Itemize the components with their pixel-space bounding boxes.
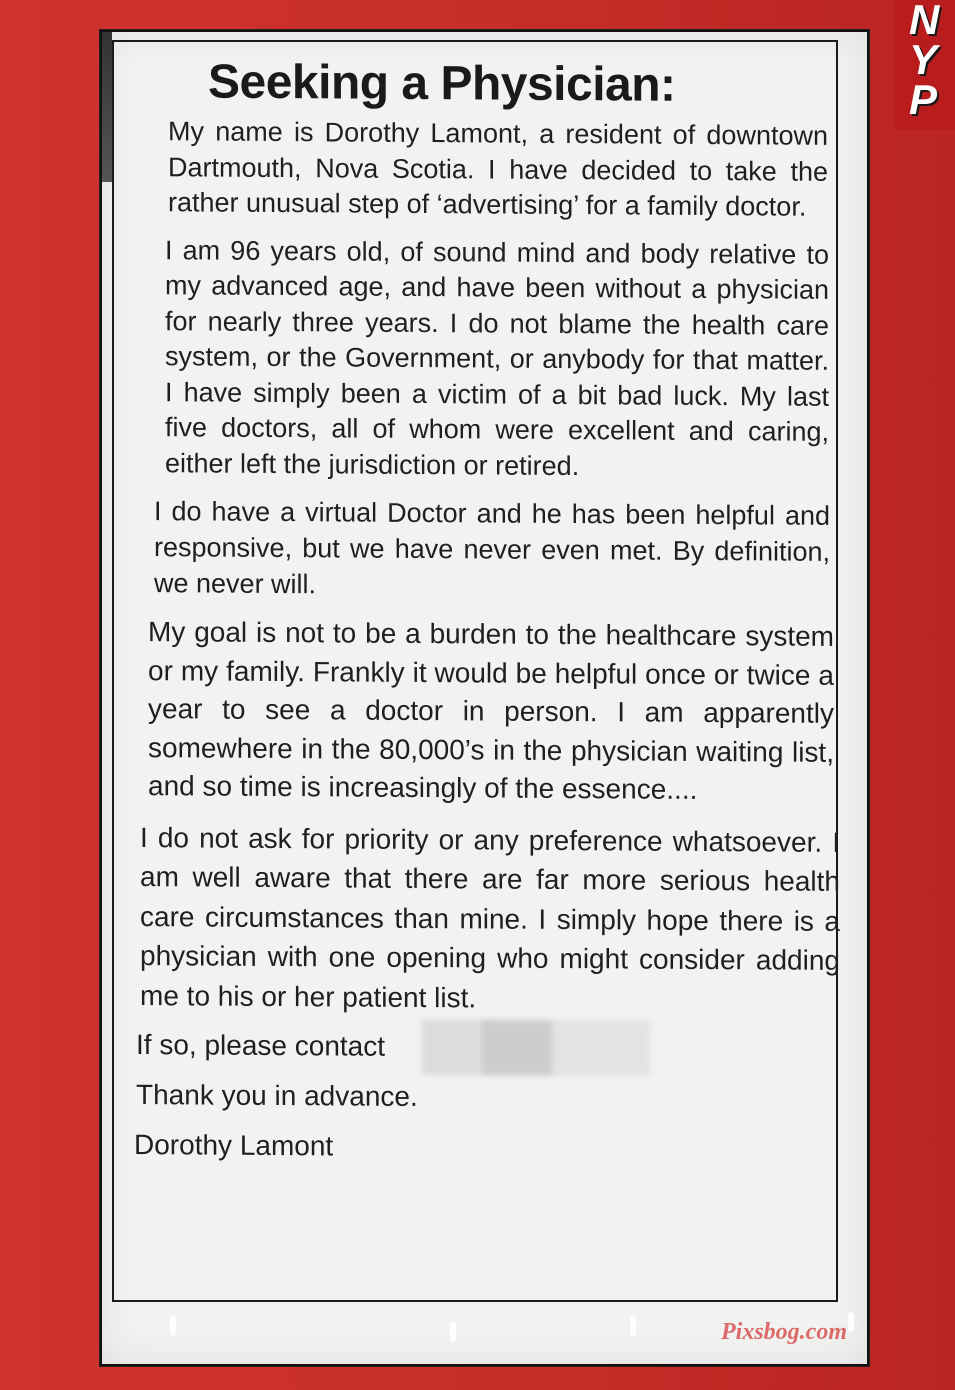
watermark: Pixsbog.com <box>721 1319 847 1345</box>
redacted-contact <box>422 1019 650 1077</box>
newspaper-logo <box>895 0 955 130</box>
clipping-shadow <box>102 32 112 182</box>
ad-title: Seeking a Physician: <box>208 55 676 112</box>
staple-mark <box>848 1312 854 1332</box>
paragraph-request: I do not ask for priority or any preference whatsoever. I am well aware that there are far more serious health care circumstances than mine. I simply hope there is a physician with one opening who might consider adding me to his or her patient list. <box>140 821 840 1013</box>
ad-content <box>134 42 840 1303</box>
paragraph-virtual-doctor: I do have a virtual Doctor and he has been helpful and responsive, but we have never even met. By definition, we never will. <box>154 496 830 600</box>
contact-line <box>136 1025 816 1072</box>
contact-label: If so, please contact <box>136 1029 386 1062</box>
newspaper-clipping <box>100 30 869 1366</box>
thanks-line: Thank you in advance. <box>136 1079 418 1112</box>
staple-mark <box>450 1322 456 1342</box>
paragraph-age: I am 96 years old, of sound mind and body relative to my advanced age, and have been without a physician for nearly three years. I do not blame the health care system, or the Government, or anybody for that matter. I have simply been a victim of a bit bad luck. My last five doctors, all of whom were excellent and caring, either left the jurisdiction or retired. <box>165 234 829 481</box>
paragraph-intro: My name is Dorothy Lamont, a resident of downtown Dartmouth, Nova Scotia. I have decided to take the rather unusual step of ‘advertising’ for a family doctor. <box>168 116 828 222</box>
paragraph-goal: My goal is not to be a burden to the healthcare system or my family. Frankly it would be helpful once or twice a year to see a doctor in person. I am apparently somewhere in the 80,000’s in the physician waiting list, and so time is increasingly of the essence.... <box>148 616 834 805</box>
staple-mark <box>170 1316 176 1336</box>
logo-letter-3: P <box>909 76 936 123</box>
ad-box <box>112 40 838 1302</box>
logo-letter-1: N <box>909 0 938 43</box>
signature: Dorothy Lamont <box>134 1128 334 1162</box>
logo-letter-2: Y <box>909 36 936 83</box>
staple-mark <box>630 1316 636 1336</box>
